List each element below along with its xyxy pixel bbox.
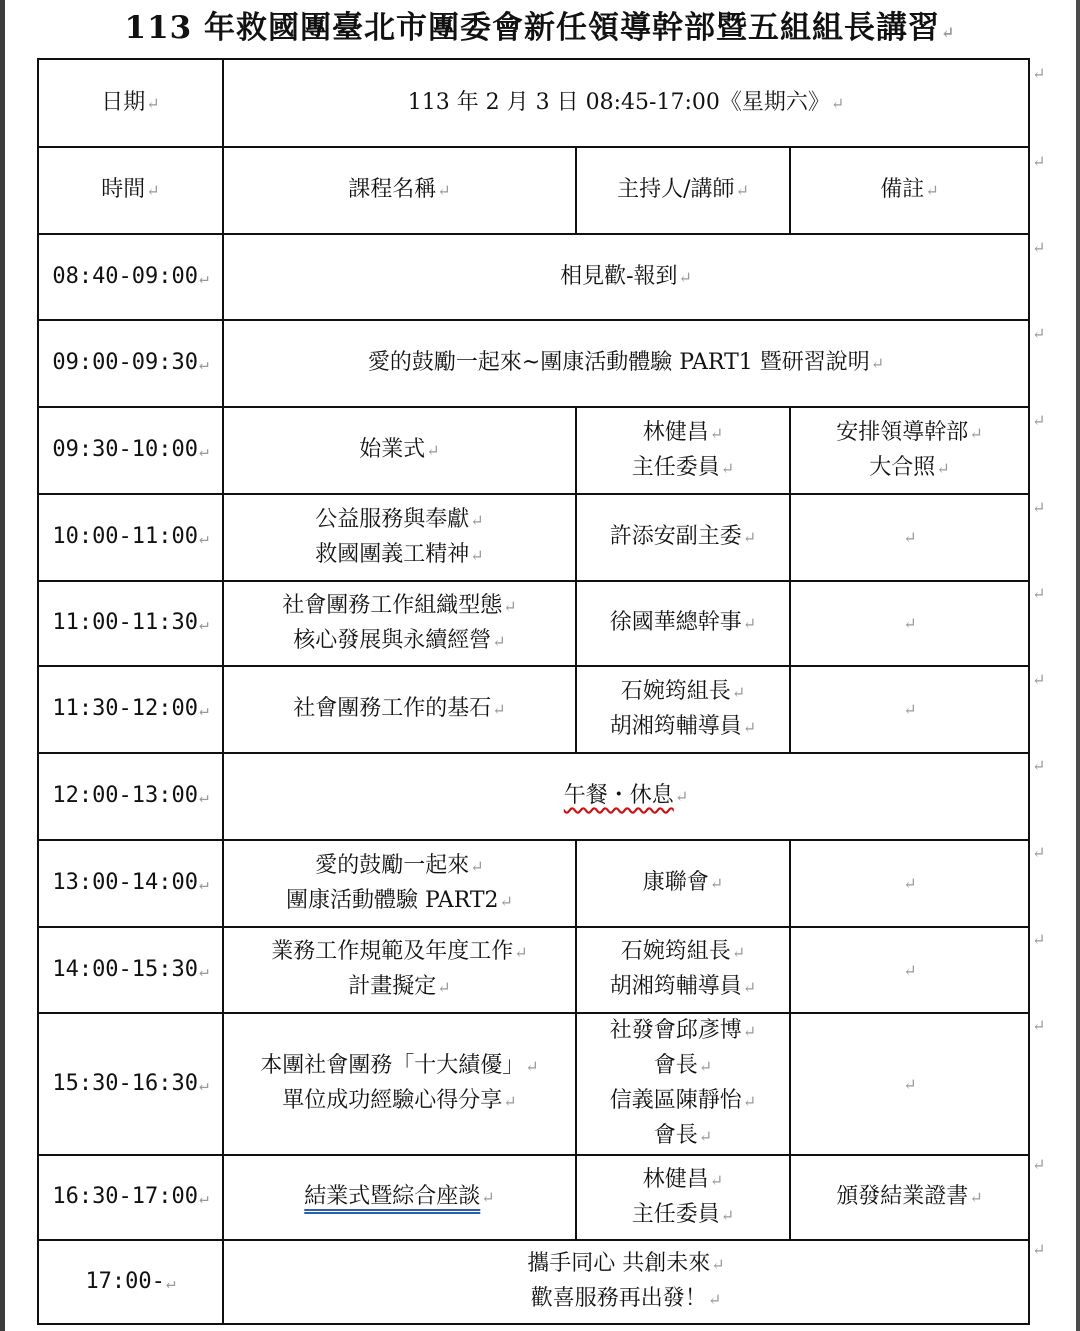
course-cell: 社會團務工作的基石↵ xyxy=(223,666,576,753)
row-end-mark: ↵ xyxy=(1032,1240,1046,1259)
row-end-mark: ↵ xyxy=(1032,411,1046,430)
course-cell: 愛的鼓勵一起來~團康活動體驗 PART1 暨研習說明↵ xyxy=(223,320,1029,407)
row-end-mark: ↵ xyxy=(1032,498,1046,517)
host-cell: 社發會邱彥博↵ 會長↵ 信義區陳靜怡↵ 會長↵ xyxy=(576,1013,790,1155)
date-label: 日期↵ xyxy=(38,59,223,147)
time-cell: 08:40-09:00↵ xyxy=(38,234,223,320)
table-row xyxy=(38,494,1029,581)
right-frame-edge xyxy=(1076,0,1080,1331)
note-cell: ↵ xyxy=(790,666,1029,753)
row-end-mark: ↵ xyxy=(1032,756,1046,775)
host-cell: 林健昌↵ 主任委員↵ xyxy=(576,1155,790,1240)
host-cell: 石婉筠組長↵ 胡湘筠輔導員↵ xyxy=(576,927,790,1013)
date-value: 113 年 2 月 3 日 08:45-17:00《星期六》↵ xyxy=(223,59,1029,147)
course-cell: 社會團務工作組織型態↵ 核心發展與永續經營↵ xyxy=(223,581,576,666)
document-title: 113 年救國團臺北市團委會新任領導幹部暨五組組長講習↵ xyxy=(124,10,956,46)
table-row xyxy=(38,581,1029,666)
course-cell: 結業式暨綜合座談↵ xyxy=(223,1155,576,1240)
table-row xyxy=(38,320,1029,407)
row-end-mark: ↵ xyxy=(1032,324,1046,343)
note-cell: ↵ xyxy=(790,927,1029,1013)
note-cell: ↵ xyxy=(790,840,1029,927)
host-cell: 石婉筠組長↵ 胡湘筠輔導員↵ xyxy=(576,666,790,753)
header-course: 課程名稱↵ xyxy=(223,147,576,234)
time-cell: 15:30-16:30↵ xyxy=(38,1013,223,1155)
time-cell: 16:30-17:00↵ xyxy=(38,1155,223,1240)
time-cell: 17:00-↵ xyxy=(38,1240,223,1324)
time-cell: 14:00-15:30↵ xyxy=(38,927,223,1013)
course-cell: 始業式↵ xyxy=(223,407,576,494)
host-cell: 許添安副主委↵ xyxy=(576,494,790,581)
course-cell: 午餐・休息↵ xyxy=(223,753,1029,840)
header-note: 備註↵ xyxy=(790,147,1029,234)
row-end-mark: ↵ xyxy=(1032,238,1046,257)
course-cell: 愛的鼓勵一起來↵ 團康活動體驗 PART2↵ xyxy=(223,840,576,927)
host-cell: 徐國華總幹事↵ xyxy=(576,581,790,666)
table-row xyxy=(38,666,1029,753)
table-row xyxy=(38,753,1029,840)
host-cell: 林健昌↵ 主任委員↵ xyxy=(576,407,790,494)
left-frame-edge xyxy=(0,0,5,1331)
header-host: 主持人/講師↵ xyxy=(576,147,790,234)
host-cell: 康聯會↵ xyxy=(576,840,790,927)
note-cell: ↵ xyxy=(790,494,1029,581)
note-cell: ↵ xyxy=(790,1013,1029,1155)
time-cell: 09:00-09:30↵ xyxy=(38,320,223,407)
time-cell: 13:00-14:00↵ xyxy=(38,840,223,927)
row-end-mark: ↵ xyxy=(1032,930,1046,949)
row-end-mark: ↵ xyxy=(1032,584,1046,603)
date-row xyxy=(38,59,1029,147)
row-end-mark: ↵ xyxy=(1032,64,1046,83)
note-cell: 安排領導幹部↵ 大合照↵ xyxy=(790,407,1029,494)
row-end-mark: ↵ xyxy=(1032,1155,1046,1174)
time-cell: 11:30-12:00↵ xyxy=(38,666,223,753)
time-cell: 12:00-13:00↵ xyxy=(38,753,223,840)
table-row xyxy=(38,927,1029,1013)
course-cell: 公益服務與奉獻↵ 救國團義工精神↵ xyxy=(223,494,576,581)
course-cell: 業務工作規範及年度工作↵ 計畫擬定↵ xyxy=(223,927,576,1013)
note-cell: 頒發結業證書↵ xyxy=(790,1155,1029,1240)
table-row xyxy=(38,1240,1029,1324)
row-end-mark: ↵ xyxy=(1032,1016,1046,1035)
course-cell: 攜手同心 共創未來↵ 歡喜服務再出發！↵ xyxy=(223,1240,1029,1324)
row-end-mark: ↵ xyxy=(1032,670,1046,689)
time-cell: 09:30-10:00↵ xyxy=(38,407,223,494)
time-cell: 11:00-11:30↵ xyxy=(38,581,223,666)
table-row xyxy=(38,1155,1029,1240)
row-end-mark: ↵ xyxy=(1032,843,1046,862)
table-row xyxy=(38,1013,1029,1155)
table-row xyxy=(38,840,1029,927)
header-time: 時間↵ xyxy=(38,147,223,234)
schedule-table xyxy=(37,58,1030,1325)
course-cell: 相見歡-報到↵ xyxy=(223,234,1029,320)
note-cell: ↵ xyxy=(790,581,1029,666)
course-cell: 本團社會團務「十大績優」↵ 單位成功經驗心得分享↵ xyxy=(223,1013,576,1155)
table-row xyxy=(38,407,1029,494)
row-end-mark: ↵ xyxy=(1032,152,1046,171)
table-row xyxy=(38,234,1029,320)
time-cell: 10:00-11:00↵ xyxy=(38,494,223,581)
header-row xyxy=(38,147,1029,234)
